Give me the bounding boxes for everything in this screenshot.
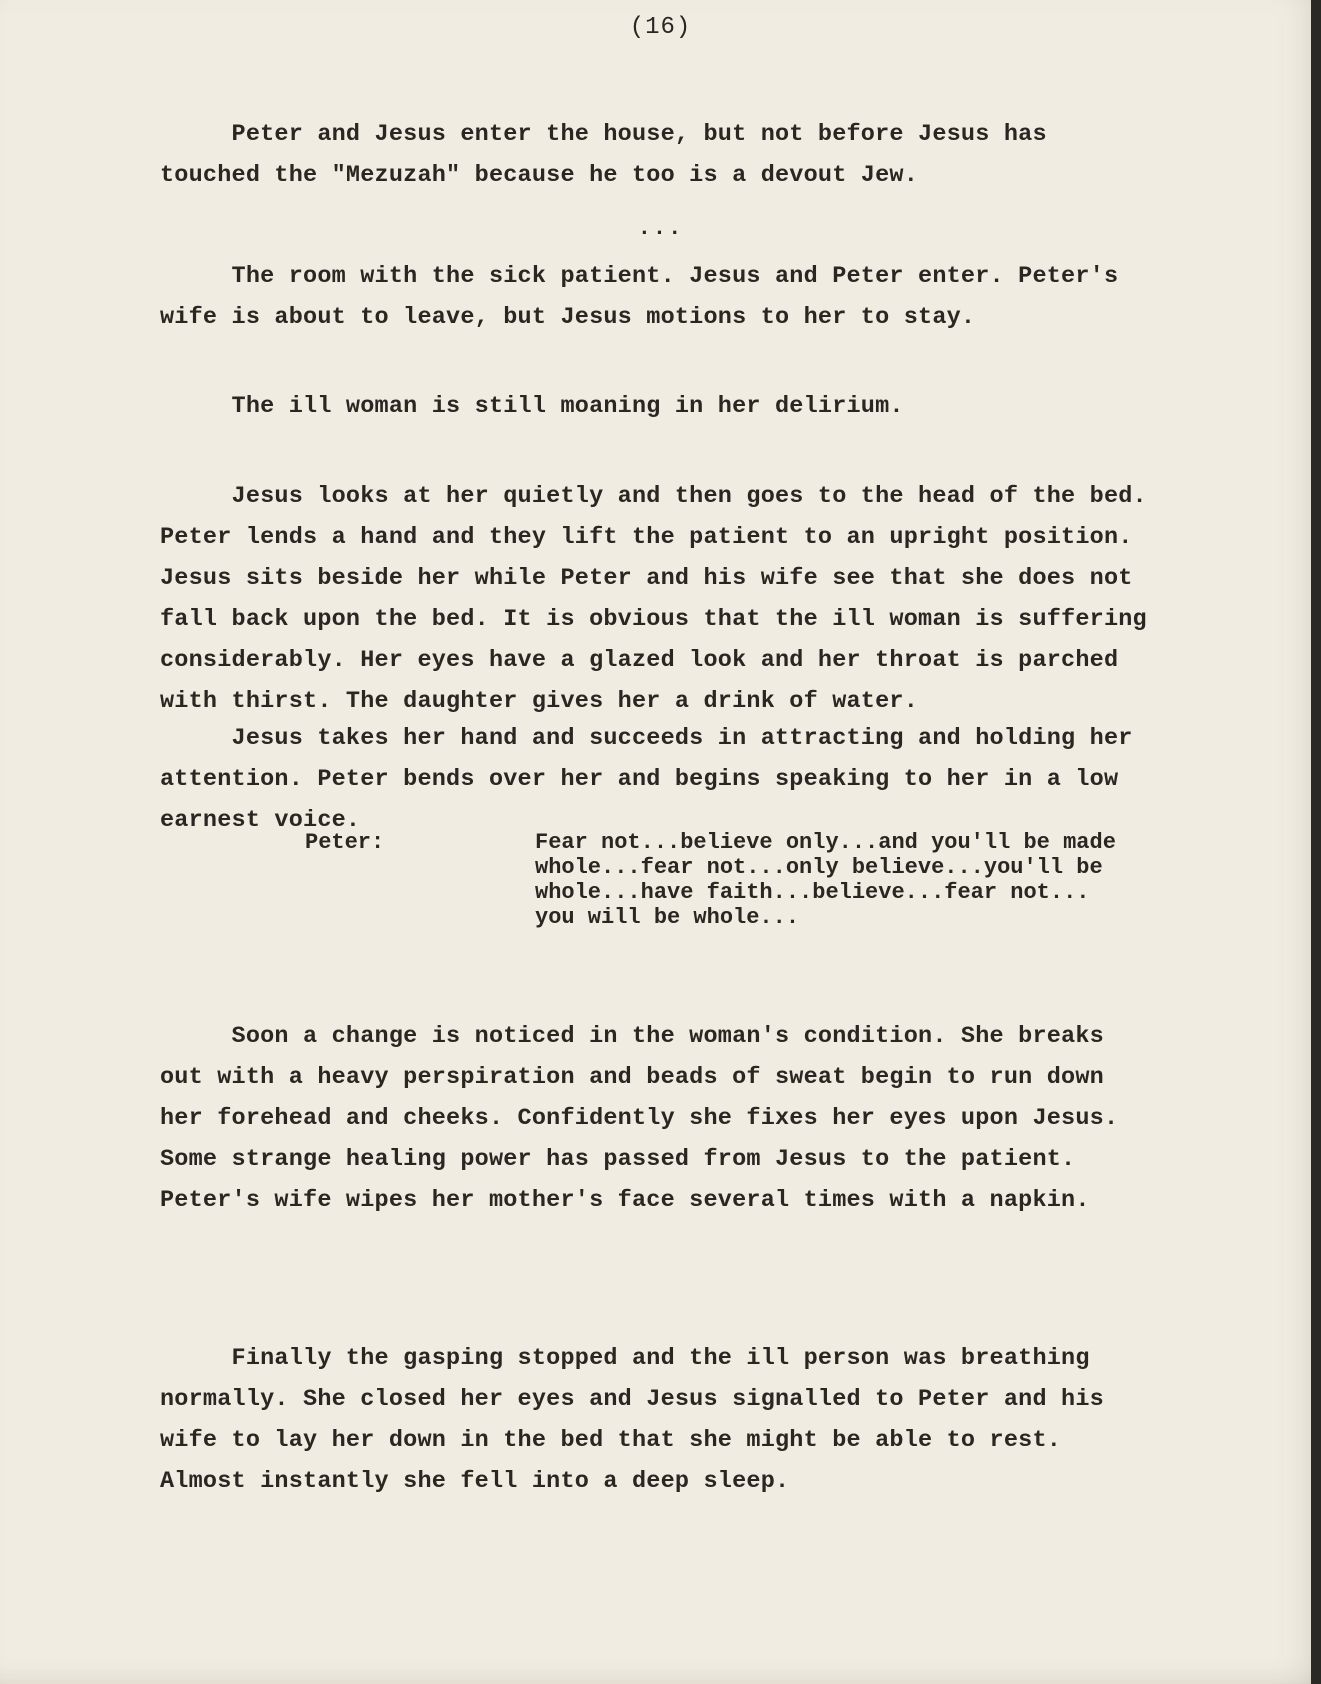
dialogue-line: you will be whole...	[535, 905, 800, 930]
paragraph-2	[160, 256, 1240, 338]
paragraph-line: The room with the sick patient. Jesus and Peter enter. Peter's	[160, 263, 1119, 290]
paragraph-7	[160, 1338, 1240, 1502]
paragraph-4	[160, 476, 1240, 722]
paragraph-line: Peter's wife wipes her mother's face several times with a napkin.	[160, 1187, 1090, 1214]
dialogue-speaker: Peter:	[305, 830, 385, 855]
paragraph-6	[160, 1016, 1240, 1221]
paragraph-5	[160, 718, 1240, 841]
paragraph-1	[160, 114, 1240, 196]
paragraph-line: fall back upon the bed. It is obvious that the ill woman is suffering	[160, 606, 1147, 633]
paragraph-line: earnest voice.	[160, 807, 361, 834]
dialogue-line: whole...have faith...believe...fear not...	[535, 880, 1090, 905]
paragraph-line: wife to lay her down in the bed that she might be able to rest.	[160, 1427, 1062, 1454]
dialogue-line: Fear not...believe only...and you'll be made	[535, 830, 1116, 855]
paragraph-line: normally. She closed her eyes and Jesus signalled to Peter and his	[160, 1386, 1104, 1413]
page-number: (16)	[629, 14, 692, 41]
paragraph-line: Almost instantly she fell into a deep sleep.	[160, 1468, 790, 1495]
paragraph-line: her forehead and cheeks. Confidently she fixes her eyes upon Jesus.	[160, 1105, 1119, 1132]
paragraph-line: out with a heavy perspiration and beads of sweat begin to run down	[160, 1064, 1104, 1091]
paragraph-line: Soon a change is noticed in the woman's condition. She breaks	[160, 1023, 1104, 1050]
dialogue-line: whole...fear not...only believe...you'll be	[535, 855, 1103, 880]
paragraph-line: wife is about to leave, but Jesus motions to her to stay.	[160, 304, 976, 331]
paragraph-line: attention. Peter bends over her and begins speaking to her in a low	[160, 766, 1119, 793]
paragraph-line: with thirst. The daughter gives her a drink of water.	[160, 688, 919, 715]
paragraph-line: The ill woman is still moaning in her delirium.	[160, 393, 904, 420]
paragraph-line: Jesus looks at her quietly and then goes to the head of the bed.	[160, 483, 1147, 510]
paragraph-line: Jesus sits beside her while Peter and his wife see that she does not	[160, 565, 1133, 592]
paragraph-line: Jesus takes her hand and succeeds in attracting and holding her	[160, 725, 1133, 752]
paragraph-line: touched the "Mezuzah" because he too is a devout Jew.	[160, 162, 919, 189]
dialogue-text	[535, 830, 1116, 930]
page-edge-shadow	[1311, 0, 1321, 1684]
paragraph-3	[160, 386, 1240, 427]
paragraph-line: Some strange healing power has passed from Jesus to the patient.	[160, 1146, 1076, 1173]
paragraph-line: Peter and Jesus enter the house, but not before Jesus has	[160, 121, 1047, 148]
scene-separator: ...	[637, 216, 684, 241]
paragraph-line: Finally the gasping stopped and the ill person was breathing	[160, 1345, 1090, 1372]
paragraph-line: considerably. Her eyes have a glazed look and her throat is parched	[160, 647, 1119, 674]
paragraph-line: Peter lends a hand and they lift the patient to an upright position.	[160, 524, 1133, 551]
